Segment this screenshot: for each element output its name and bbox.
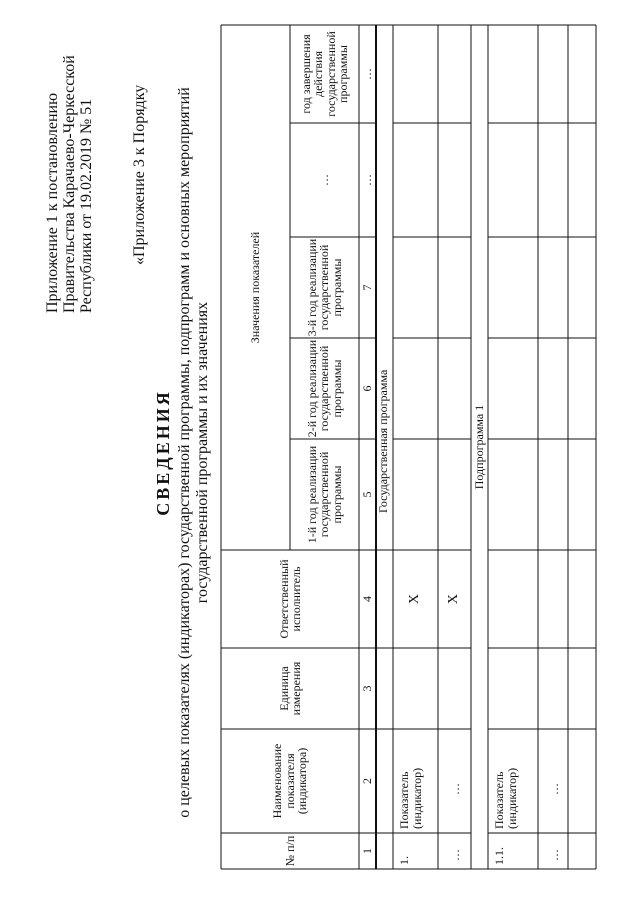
header-indicator-name: Наименование показателя (индикатора) <box>270 743 310 819</box>
annex-header-line-3: Республики от 19.02.2019 № 51 <box>78 98 95 313</box>
col-number: … <box>360 174 375 186</box>
row-executor-mark <box>538 550 568 648</box>
header-num: № п/п <box>282 835 297 867</box>
section-state-program: Государственная программа <box>376 369 390 513</box>
document-title-line-2: государственной программы и их значениях <box>194 301 211 604</box>
header-year-2: 2-й год реализации государственной программы <box>304 339 344 438</box>
row-executor-mark <box>488 550 538 648</box>
col-number: 1 <box>360 848 375 854</box>
header-values-group: Значения показателей <box>248 231 263 344</box>
header-year-3: 3-й год реализации государственной программы <box>304 238 344 337</box>
col-number: 6 <box>360 385 375 392</box>
annex-header-line-2: Правительства Карачаево-Черкесской <box>61 55 78 313</box>
header-year-1: 1-й год реализации государственной программы <box>304 445 344 544</box>
row-num: 1.1. <box>492 847 506 865</box>
section-subprogram-1: Подпрограмма 1 <box>472 404 487 490</box>
header-executor: Ответственный исполнитель <box>276 559 303 639</box>
row-indicator-name: Показатель (индикатор) <box>492 767 519 829</box>
row-executor-mark: X <box>446 593 462 605</box>
row-indicator-name: … <box>547 783 561 795</box>
row-indicator-name: … <box>448 783 462 795</box>
col-number: 2 <box>360 778 375 784</box>
row-executor-mark: X <box>407 593 423 605</box>
col-number: 7 <box>360 284 375 291</box>
col-number: 3 <box>360 685 375 692</box>
header-unit: Единица измерения <box>276 661 303 716</box>
document-title-line-1: о целевых показателях (индикаторах) государственной программы, подпрограмм и основных мероприятий <box>176 87 193 818</box>
row-num: … <box>547 849 561 861</box>
annex-header-order-ref: «Приложение 3 к Порядку <box>131 84 148 265</box>
annex-header-line-1: Приложение 1 к постановлению <box>44 92 61 313</box>
col-number: 5 <box>360 491 375 498</box>
row-num: 1. <box>397 856 411 865</box>
document-heading: СВЕДЕНИЯ <box>153 389 173 516</box>
header-ellipsis: … <box>317 174 332 186</box>
header-final-year: год завершения действия государственной программы <box>298 31 350 117</box>
row-num: … <box>448 849 462 861</box>
col-number: … <box>360 68 375 80</box>
row-indicator-name: Показатель (индикатор) <box>397 767 424 829</box>
col-number: 4 <box>360 596 375 602</box>
